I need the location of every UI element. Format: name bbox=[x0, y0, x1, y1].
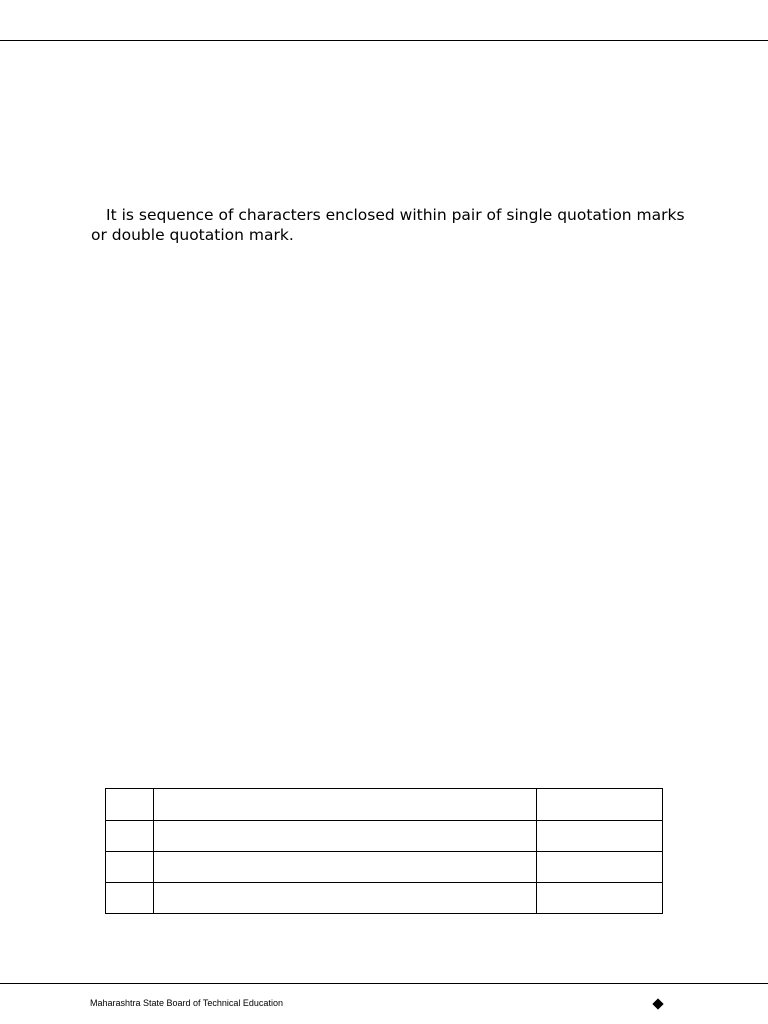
header-rule bbox=[0, 40, 768, 41]
table-cell bbox=[154, 789, 537, 821]
table-cell bbox=[106, 852, 154, 883]
table-cell bbox=[106, 821, 154, 852]
footer-rule bbox=[0, 983, 768, 984]
table-cell bbox=[537, 789, 663, 821]
table-cell bbox=[537, 821, 663, 852]
table-cell bbox=[537, 883, 663, 914]
table-cell bbox=[154, 852, 537, 883]
body-paragraph bbox=[91, 205, 691, 245]
table-row bbox=[106, 852, 663, 883]
table-row bbox=[106, 789, 663, 821]
table-cell bbox=[106, 789, 154, 821]
table-cell bbox=[537, 852, 663, 883]
paragraph-text: It is sequence of characters enclosed within pair of single quotation marks or double quotation mark. bbox=[91, 206, 685, 244]
table-cell bbox=[154, 883, 537, 914]
footer-text: Maharashtra State Board of Technical Education bbox=[90, 998, 283, 1008]
empty-table bbox=[105, 788, 663, 914]
table-cell bbox=[154, 821, 537, 852]
table-cell bbox=[106, 883, 154, 914]
table-row bbox=[106, 821, 663, 852]
table-row bbox=[106, 883, 663, 914]
diamond-icon bbox=[652, 998, 663, 1009]
